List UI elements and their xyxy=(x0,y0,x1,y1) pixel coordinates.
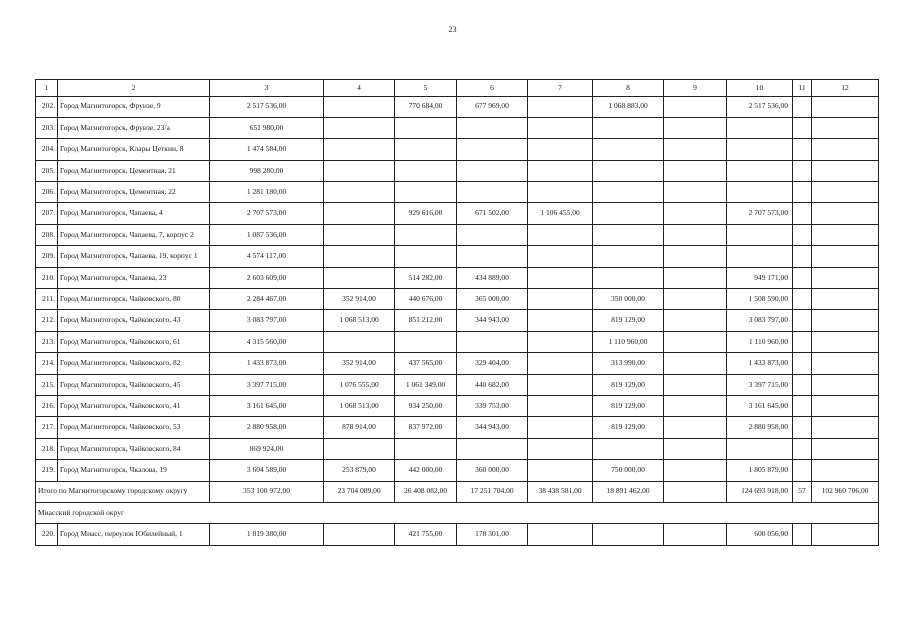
value-cell-col7 xyxy=(528,417,593,438)
header-row xyxy=(36,80,879,97)
value-cell-col3: 2 880 958,00 xyxy=(210,417,324,438)
value-cell-col6: 365 000,00 xyxy=(457,289,528,310)
value-cell-col3: 2 707 573,00 xyxy=(210,203,324,224)
value-cell-col4 xyxy=(324,438,395,459)
value-cell-col12 xyxy=(812,460,879,481)
value-cell-col3: 651 980,00 xyxy=(210,117,324,138)
value-cell-col11 xyxy=(793,374,812,395)
value-cell-col10: 949 171,00 xyxy=(727,267,793,288)
value-cell-col6 xyxy=(457,182,528,203)
total-value-col5: 26 408 082,00 xyxy=(395,481,457,502)
address-cell: Город Магнитогорск, Чапаева, 19, корпус 1 xyxy=(58,246,210,267)
row-number: 215. xyxy=(36,374,58,395)
value-cell-col11 xyxy=(793,417,812,438)
value-cell-col12 xyxy=(812,310,879,331)
value-cell-col5 xyxy=(395,438,457,459)
value-cell-col9 xyxy=(664,117,727,138)
value-cell-col9 xyxy=(664,374,727,395)
address-cell: Город Магнитогорск, Чапаева, 4 xyxy=(58,203,210,224)
value-cell-col4: 1 068 513,00 xyxy=(324,395,395,416)
value-cell-col4 xyxy=(324,246,395,267)
value-cell-col8 xyxy=(593,267,664,288)
total-value-col4: 23 704 089,00 xyxy=(324,481,395,502)
header-cell: 8 xyxy=(593,80,664,97)
row-number: 217. xyxy=(36,417,58,438)
value-cell-col4: 352 914,00 xyxy=(324,289,395,310)
value-cell-col12 xyxy=(812,203,879,224)
row-number: 205. xyxy=(36,160,58,181)
total-value-col7: 38 438 581,00 xyxy=(528,481,593,502)
table-row xyxy=(36,224,879,245)
value-cell-col10: 600 056,00 xyxy=(727,524,793,545)
value-cell-col6 xyxy=(457,117,528,138)
value-cell-col10: 1 110 960,00 xyxy=(727,331,793,352)
value-cell-col6 xyxy=(457,331,528,352)
value-cell-col7 xyxy=(528,139,593,160)
value-cell-col10 xyxy=(727,182,793,203)
value-cell-col9 xyxy=(664,417,727,438)
value-cell-col11 xyxy=(793,395,812,416)
row-number: 208. xyxy=(36,224,58,245)
value-cell-col10: 2 517 536,00 xyxy=(727,96,793,117)
value-cell-col6 xyxy=(457,224,528,245)
value-cell-col5: 440 676,00 xyxy=(395,289,457,310)
table-row xyxy=(36,374,879,395)
address-cell: Город Магнитогорск, Чайковского, 43 xyxy=(58,310,210,331)
value-cell-col3: 1 433 873,00 xyxy=(210,353,324,374)
value-cell-col9 xyxy=(664,246,727,267)
value-cell-col4 xyxy=(324,160,395,181)
value-cell-col11 xyxy=(793,460,812,481)
value-cell-col5 xyxy=(395,117,457,138)
value-cell-col11 xyxy=(793,224,812,245)
value-cell-col3: 1 474 584,00 xyxy=(210,139,324,160)
row-number: 210. xyxy=(36,267,58,288)
header-cell: 2 xyxy=(58,80,210,97)
address-cell: Город Магнитогорск, Цементная, 22 xyxy=(58,182,210,203)
value-cell-col8: 313 990,00 xyxy=(593,353,664,374)
value-cell-col5 xyxy=(395,160,457,181)
value-cell-col10 xyxy=(727,246,793,267)
address-cell: Город Магнитогорск, Чайковского, 45 xyxy=(58,374,210,395)
value-cell-col8: 1 110 960,00 xyxy=(593,331,664,352)
value-cell-col9 xyxy=(664,460,727,481)
value-cell-col4: 352 914,00 xyxy=(324,353,395,374)
row-number: 211. xyxy=(36,289,58,310)
value-cell-col12 xyxy=(812,331,879,352)
value-cell-col6: 671 502,00 xyxy=(457,203,528,224)
table-row xyxy=(36,203,879,224)
value-cell-col5: 1 061 349,00 xyxy=(395,374,457,395)
value-cell-col8: 819 129,00 xyxy=(593,374,664,395)
value-cell-col9 xyxy=(664,160,727,181)
total-value-col9 xyxy=(664,481,727,502)
value-cell-col3: 1 819 380,00 xyxy=(210,524,324,545)
address-cell: Город Магнитогорск, Чайковского, 61 xyxy=(58,331,210,352)
value-cell-col5: 837 972,00 xyxy=(395,417,457,438)
value-cell-col11 xyxy=(793,267,812,288)
value-cell-col8 xyxy=(593,117,664,138)
value-cell-col5 xyxy=(395,139,457,160)
value-cell-col5: 770 684,00 xyxy=(395,96,457,117)
row-number: 207. xyxy=(36,203,58,224)
value-cell-col12 xyxy=(812,224,879,245)
value-cell-col11 xyxy=(793,289,812,310)
value-cell-col7 xyxy=(528,96,593,117)
value-cell-col12 xyxy=(812,246,879,267)
value-cell-col7 xyxy=(528,374,593,395)
value-cell-col11 xyxy=(793,438,812,459)
table-row xyxy=(36,353,879,374)
value-cell-col11 xyxy=(793,182,812,203)
value-cell-col6 xyxy=(457,160,528,181)
value-cell-col8 xyxy=(593,203,664,224)
value-cell-col5: 514 282,00 xyxy=(395,267,457,288)
value-cell-col3: 2 284 467,00 xyxy=(210,289,324,310)
value-cell-col11 xyxy=(793,310,812,331)
value-cell-col10 xyxy=(727,160,793,181)
total-label: Итого по Магнитогорскому городскому округу xyxy=(36,481,210,502)
page-number: 23 xyxy=(448,25,457,34)
value-cell-col8 xyxy=(593,160,664,181)
value-cell-col12 xyxy=(812,524,879,545)
value-cell-col9 xyxy=(664,96,727,117)
header-cell: 1 xyxy=(36,80,58,97)
value-cell-col9 xyxy=(664,203,727,224)
value-cell-col12 xyxy=(812,353,879,374)
total-value-col6: 17 251 704,00 xyxy=(457,481,528,502)
value-cell-col10 xyxy=(727,438,793,459)
value-cell-col12 xyxy=(812,374,879,395)
value-cell-col12 xyxy=(812,417,879,438)
value-cell-col11 xyxy=(793,246,812,267)
value-cell-col5 xyxy=(395,246,457,267)
value-cell-col7 xyxy=(528,460,593,481)
value-cell-col7 xyxy=(528,438,593,459)
address-cell: Город Магнитогорск, Фрунзе, 9 xyxy=(58,96,210,117)
value-cell-col4 xyxy=(324,524,395,545)
value-cell-col4: 1 068 513,00 xyxy=(324,310,395,331)
value-cell-col9 xyxy=(664,289,727,310)
value-cell-col7 xyxy=(528,117,593,138)
row-number: 203. xyxy=(36,117,58,138)
address-cell: Город Магнитогорск, Цементная, 21 xyxy=(58,160,210,181)
header-cell: 10 xyxy=(727,80,793,97)
header-cell: 6 xyxy=(457,80,528,97)
header-cell: 7 xyxy=(528,80,593,97)
value-cell-col12 xyxy=(812,96,879,117)
value-cell-col8: 819 129,00 xyxy=(593,417,664,438)
value-cell-col3: 1 281 180,00 xyxy=(210,182,324,203)
total-value-col8: 18 891 462,00 xyxy=(593,481,664,502)
row-number: 219. xyxy=(36,460,58,481)
register-table xyxy=(35,79,879,546)
value-cell-col9 xyxy=(664,182,727,203)
value-cell-col10 xyxy=(727,224,793,245)
value-cell-col9 xyxy=(664,224,727,245)
value-cell-col10: 2 707 573,00 xyxy=(727,203,793,224)
total-value-col11: 57 xyxy=(793,481,812,502)
value-cell-col7 xyxy=(528,182,593,203)
value-cell-col7 xyxy=(528,331,593,352)
value-cell-col7 xyxy=(528,160,593,181)
value-cell-col10: 2 880 958,00 xyxy=(727,417,793,438)
value-cell-col12 xyxy=(812,289,879,310)
value-cell-col5 xyxy=(395,182,457,203)
value-cell-col11 xyxy=(793,331,812,352)
value-cell-col4 xyxy=(324,224,395,245)
total-row xyxy=(36,481,879,502)
value-cell-col12 xyxy=(812,267,879,288)
address-cell: Город Магнитогорск, Чапаева, 23 xyxy=(58,267,210,288)
total-value-col3: 353 100 972,00 xyxy=(210,481,324,502)
value-cell-col4 xyxy=(324,203,395,224)
value-cell-col8 xyxy=(593,438,664,459)
value-cell-col8: 1 068 883,00 xyxy=(593,96,664,117)
value-cell-col5: 934 250,00 xyxy=(395,395,457,416)
row-number: 204. xyxy=(36,139,58,160)
value-cell-col12 xyxy=(812,139,879,160)
value-cell-col6: 344 943,00 xyxy=(457,310,528,331)
table-row xyxy=(36,267,879,288)
address-cell: Город Магнитогорск, Чайковского, 80 xyxy=(58,289,210,310)
value-cell-col6: 360 000,00 xyxy=(457,460,528,481)
value-cell-col8: 819 129,00 xyxy=(593,310,664,331)
table-row xyxy=(36,289,879,310)
address-cell: Город Магнитогорск, Чайковского, 84 xyxy=(58,438,210,459)
value-cell-col5 xyxy=(395,331,457,352)
value-cell-col5: 851 212,00 xyxy=(395,310,457,331)
table-row xyxy=(36,331,879,352)
value-cell-col7 xyxy=(528,224,593,245)
value-cell-col3: 4 315 560,00 xyxy=(210,331,324,352)
table-row xyxy=(36,160,879,181)
total-value-col12: 102 960 706,00 xyxy=(812,481,879,502)
value-cell-col7 xyxy=(528,267,593,288)
value-cell-col7 xyxy=(528,524,593,545)
value-cell-col8 xyxy=(593,139,664,160)
value-cell-col4 xyxy=(324,267,395,288)
address-cell: Город Магнитогорск, Чапаева, 7, корпус 2 xyxy=(58,224,210,245)
address-cell: Город Магнитогорск, Фрунзе, 23/а xyxy=(58,117,210,138)
value-cell-col5 xyxy=(395,224,457,245)
value-cell-col3: 1 087 536,00 xyxy=(210,224,324,245)
value-cell-col3: 2 517 536,00 xyxy=(210,96,324,117)
value-cell-col11 xyxy=(793,117,812,138)
table-row xyxy=(36,310,879,331)
address-cell: Город Магнитогорск, Клары Цеткин, 8 xyxy=(58,139,210,160)
value-cell-col3: 3 161 645,00 xyxy=(210,395,324,416)
value-cell-col9 xyxy=(664,139,727,160)
value-cell-col8: 819 129,00 xyxy=(593,395,664,416)
table-row xyxy=(36,524,879,545)
row-number: 202. xyxy=(36,96,58,117)
value-cell-col6 xyxy=(457,139,528,160)
value-cell-col6: 677 969,00 xyxy=(457,96,528,117)
value-cell-col9 xyxy=(664,438,727,459)
table-row xyxy=(36,96,879,117)
value-cell-col8 xyxy=(593,182,664,203)
value-cell-col7 xyxy=(528,289,593,310)
header-cell: 4 xyxy=(324,80,395,97)
value-cell-col5: 421 755,00 xyxy=(395,524,457,545)
row-number: 212. xyxy=(36,310,58,331)
value-cell-col8 xyxy=(593,246,664,267)
value-cell-col3: 3 604 589,00 xyxy=(210,460,324,481)
table-row xyxy=(36,139,879,160)
row-number: 213. xyxy=(36,331,58,352)
value-cell-col6 xyxy=(457,246,528,267)
address-cell: Город Магнитогорск, Чайковского, 41 xyxy=(58,395,210,416)
value-cell-col12 xyxy=(812,182,879,203)
value-cell-col10: 3 397 715,00 xyxy=(727,374,793,395)
value-cell-col8: 350 000,00 xyxy=(593,289,664,310)
section-title: Миасский городской округ xyxy=(36,502,879,523)
table-row xyxy=(36,417,879,438)
value-cell-col5: 442 000,00 xyxy=(395,460,457,481)
value-cell-col6: 178 301,00 xyxy=(457,524,528,545)
address-cell: Город Магнитогорск, Чкалова, 19 xyxy=(58,460,210,481)
section-row xyxy=(36,502,879,523)
value-cell-col3: 2 603 609,00 xyxy=(210,267,324,288)
address-cell: Город Миасс, переулок Юбилейный, 1 xyxy=(58,524,210,545)
value-cell-col10: 3 083 797,00 xyxy=(727,310,793,331)
header-cell: 12 xyxy=(812,80,879,97)
value-cell-col4: 253 879,00 xyxy=(324,460,395,481)
value-cell-col10: 1 508 590,00 xyxy=(727,289,793,310)
row-number: 216. xyxy=(36,395,58,416)
table-row xyxy=(36,460,879,481)
header-cell: 5 xyxy=(395,80,457,97)
header-cell: 9 xyxy=(664,80,727,97)
value-cell-col6: 344 943,00 xyxy=(457,417,528,438)
row-number: 214. xyxy=(36,353,58,374)
value-cell-col9 xyxy=(664,524,727,545)
value-cell-col11 xyxy=(793,524,812,545)
value-cell-col12 xyxy=(812,395,879,416)
value-cell-col11 xyxy=(793,353,812,374)
address-cell: Город Магнитогорск, Чайковского, 82 xyxy=(58,353,210,374)
table-row xyxy=(36,117,879,138)
value-cell-col6: 339 753,00 xyxy=(457,395,528,416)
value-cell-col6: 440 682,00 xyxy=(457,374,528,395)
value-cell-col7 xyxy=(528,395,593,416)
value-cell-col4 xyxy=(324,182,395,203)
value-cell-col3: 4 574 117,00 xyxy=(210,246,324,267)
address-cell: Город Магнитогорск, Чайковского, 53 xyxy=(58,417,210,438)
value-cell-col9 xyxy=(664,395,727,416)
value-cell-col4: 878 914,00 xyxy=(324,417,395,438)
value-cell-col9 xyxy=(664,331,727,352)
value-cell-col12 xyxy=(812,160,879,181)
row-number: 209. xyxy=(36,246,58,267)
value-cell-col3: 869 924,00 xyxy=(210,438,324,459)
table-row xyxy=(36,438,879,459)
value-cell-col11 xyxy=(793,203,812,224)
value-cell-col6: 434 889,00 xyxy=(457,267,528,288)
value-cell-col5: 437 565,00 xyxy=(395,353,457,374)
value-cell-col9 xyxy=(664,310,727,331)
header-cell: 11 xyxy=(793,80,812,97)
value-cell-col4 xyxy=(324,96,395,117)
value-cell-col3: 998 280,00 xyxy=(210,160,324,181)
value-cell-col4 xyxy=(324,331,395,352)
table-row xyxy=(36,395,879,416)
value-cell-col12 xyxy=(812,438,879,459)
value-cell-col10: 1 805 879,00 xyxy=(727,460,793,481)
value-cell-col4 xyxy=(324,139,395,160)
value-cell-col12 xyxy=(812,117,879,138)
value-cell-col8 xyxy=(593,224,664,245)
value-cell-col10: 3 161 645,00 xyxy=(727,395,793,416)
value-cell-col5: 929 616,00 xyxy=(395,203,457,224)
table-row xyxy=(36,182,879,203)
value-cell-col8: 750 000,00 xyxy=(593,460,664,481)
row-number: 218. xyxy=(36,438,58,459)
table-row xyxy=(36,246,879,267)
value-cell-col11 xyxy=(793,160,812,181)
value-cell-col9 xyxy=(664,267,727,288)
row-number: 206. xyxy=(36,182,58,203)
header-cell: 3 xyxy=(210,80,324,97)
value-cell-col9 xyxy=(664,353,727,374)
value-cell-col7 xyxy=(528,246,593,267)
value-cell-col11 xyxy=(793,139,812,160)
row-number: 220. xyxy=(36,524,58,545)
value-cell-col10: 1 433 873,00 xyxy=(727,353,793,374)
value-cell-col10 xyxy=(727,117,793,138)
value-cell-col3: 3 083 797,00 xyxy=(210,310,324,331)
value-cell-col6: 329 404,00 xyxy=(457,353,528,374)
value-cell-col7 xyxy=(528,310,593,331)
value-cell-col7: 1 106 455,00 xyxy=(528,203,593,224)
total-value-col10: 124 693 918,00 xyxy=(727,481,793,502)
value-cell-col10 xyxy=(727,139,793,160)
value-cell-col4: 1 076 555,00 xyxy=(324,374,395,395)
value-cell-col4 xyxy=(324,117,395,138)
value-cell-col11 xyxy=(793,96,812,117)
value-cell-col3: 3 397 715,00 xyxy=(210,374,324,395)
value-cell-col8 xyxy=(593,524,664,545)
value-cell-col7 xyxy=(528,353,593,374)
value-cell-col6 xyxy=(457,438,528,459)
